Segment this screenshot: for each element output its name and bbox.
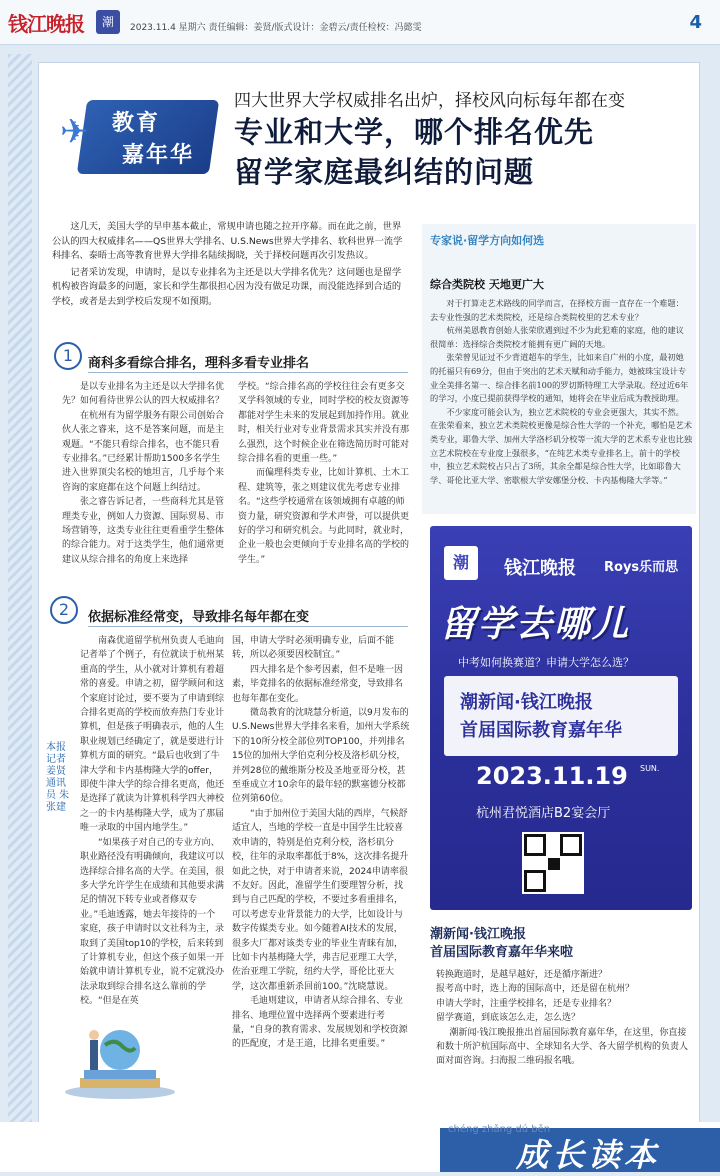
article-intro [52,220,408,311]
paragraph: “由于加州位于美国大陆的西岸，气候舒适宜人，当地的学校一直是中国学生比较喜欢申请的，特别是伯克利分校，洛杉矶分校，往年的录取率都低于8%，这次排名提升如此之快，对于申请者来说，2024申请率很不友好。因此，准留学生们要理智分析，找到与自己匹配的学校，不要过多看重排名，可以考虑专业背景能力的大学，比如设计与数字传媒类专业。如今随着AI技术的发展，很多大厂都对该类专业的毕业生青睐有加，比如卡内基梅隆大学，弗吉尼亚理工大学，佐治亚理工学院，纽约大学，哥伦比亚大学，这次都重新杀回前100。”沈晓慧说。 [232,808,409,992]
article-title-line1: 专业和大学，哪个排名优先 [234,115,595,149]
fair-heading-line2: 首届国际教育嘉年华来啦 [430,945,574,960]
section-divider [88,372,408,373]
paragraph: 南森优道留学杭州负责人毛迪向记者举了个例子，有位就读于杭州某重高的学生，从小就对计算机有着超常的喜爱。申请之初，留学顾问和这个家庭讨论过，要不要为了申请到综合排名更高的学校而放弃热门专业计算机，但是孩子明确表示，他的人生职业规划已经确定了，就是要进行计算机方面的研究。“最后也收到了牛津大学和卡内基梅隆大学的offer，即使牛津大学的综合排名更高，他还是选择了就读为计算机科学四大神校之一的卡内基梅隆大学，成为了那届唯一录取的中国内地学生。” [80,636,225,834]
fair-body [436,968,692,1069]
poster-day: SUN. [640,764,660,773]
airplane-icon: ✈ [60,112,89,152]
fair-heading [430,926,573,962]
paragraph: 是以专业排名为主还是以大学排名优先？如何看待世界公认的四大权威排名？ [62,382,225,407]
poster-band-line2: 首届国际教育嘉年华 [460,720,622,741]
roys-logo: Roys乐而思 [604,560,679,575]
fair-question: 报考高中时，选上海的国际高中，还是留在杭州？ [436,984,635,995]
qr-finder [560,834,582,856]
section2-title: 依据标准经常变，导致排名每年都在变 [88,610,310,625]
byline: 本报记者 姜贤 通讯员 朱张建 [46,742,70,813]
page-number: 4 [689,12,702,33]
section1-left-column [62,380,228,588]
badge-line2: 嘉年华 [122,143,195,168]
poster-band-line1: 潮新闻·钱江晚报 [460,692,593,713]
graduate-globe-illustration [60,1020,180,1100]
section1-title: 商科多看综合排名，理科多看专业排名 [88,356,310,371]
paragraph: 不少家度可能会认为，独立艺术院校的专业会更强大，其实不然。在张荣看来，独立艺术类院校更像是综合性大学的一个补充，哪怕是艺术类专业，耶鲁大学、加州大学洛杉矶分校等一流大学的艺术系专业也比独立艺术院校在专业度上强很多，“在纯艺术类专业排名上，前十的学校中，独立艺术院校占只占了3所，其余全都是综合性大学，比如耶鲁大学、哥伦比亚大学、密歇根大学安娜堡分校、卡内基梅隆大学等。” [430,406,693,485]
fair-question: 申请大学时，注重学校排名，还是专业排名？ [436,998,617,1009]
section-number-2: 2 [50,596,78,624]
newspaper-logo: 钱江晚报 [8,12,84,36]
paragraph: 学校。“综合排名高的学校往往会有更多交叉学科领域的专业，同时学校的校友资源等都能对学生未来的发展起到加持作用。就业时，相关行业对专业背景需求其实并没有那么强烈，这个时候企业在筛选简历时可能对综合排名看的更重一些。” [238,382,410,465]
paragraph: 张之睿告诉记者，一些商科尤其是管理类专业，例如人力资源、国际贸易、市场营销等，这类专业往往更看重学生整体的综合能力。对于这类学生，他们通常更建议从综合排名的角度上来选择 [62,497,225,565]
qr-finder [524,834,546,856]
chao-logo: 潮 [444,546,478,580]
expert-tag: 专家说·留学方向如何选 [430,234,545,247]
poster-headline: 留学去哪儿 [440,604,631,645]
qr-code[interactable] [522,832,584,894]
article-title-line2: 留学家庭最纠结的问题 [234,155,535,189]
paragraph: 在杭州有为留学服务有限公司创始合伙人张之睿来，这不是答案问题，而是主观题。“不能只看综合排名，也不能只看专业排名。”已经累计帮助1500多名学生进入世界顶尖名校的她坦言，几乎每个来咨询的家庭都在这个问题上纠结过。 [62,410,225,493]
paragraph: 张荣曾见证过不少背道超车的学生，比如来自广州的小度，最初她的托福只有69分，但由于突出的艺术天赋和动手能力，她被珠宝设计专业全美排名第一、综合排名前100的罗切斯特理工大学录取。经过近6年的学习，小度已提前获得学校的通知，她将会在毕业后成为教授助理。 [430,352,689,404]
section-divider [88,626,408,627]
fair-description: 潮新闻·钱江晚报推出首届国际教育嘉年华，在这里，你直接和数十所沪杭国际高中、全球知名大学、各大留学机构的负责人面对面咨询。扫海报二维码报名哦。 [436,1027,689,1067]
section2-right-column [232,634,410,1084]
badge-line1: 教育 [112,111,161,136]
paragraph: 国，申请大学时必须明确专业，后面不能转，所以必须要因校制宜。” [232,636,395,661]
poster-venue: 杭州君悦酒店B2宴会厅 [476,806,611,821]
section-number-1: 1 [54,342,82,370]
poster-question: 中考如何换赛道？申请大学怎么选？ [458,656,634,669]
header-meta: 2023.11.4 星期六 责任编辑：姜贤/版式设计：金碧云/责任检校：冯懿雯 [130,23,422,33]
paragraph: 对于打算走艺术路线的同学而言，在择校方面一直存在一个难题：去专业性强的艺术类院校，还是综合类院校里的艺术专业？ [430,298,684,322]
qr-center [548,858,560,870]
footer-pinyin: chéng zhǎng dú běn [448,1124,551,1135]
intro-paragraph: 这几天，美国大学的早申基本截止，常规申请也随之拉开序幕。而在此之前，世界公认的四大权威排名——QS世界大学排名、U.S.News世界大学排名、软科世界一流学科排名、泰晤士高等教育世界大学排名陆续揭晓，关于择校问题再次引发热议。 [52,221,403,261]
paragraph: 微岛教育的沈晓慧分析道，以9月发布的U.S.News世界大学排名来看，加州大学系统下的10所分校全部位列TOP100，并列排名15位的加州大学伯克利分校及洛杉矶分校，并列28位的戴维斯分校及圣地亚哥分校，甚至垂成立才10余年的最年轻的默塞德分校都位列第60位。 [232,708,410,805]
expert-heading: 综合类院校 天地更广大 [430,278,544,291]
fair-question: 转换跑道时，是越早越好，还是循序渐进？ [436,970,608,980]
chao-badge: 潮 [96,10,120,34]
decorative-stripe [8,54,32,1154]
paragraph: 四大排名是个参考因素，但不是唯一因素，毕竟排名的依据标准经常变，导致排名也每年都在变化。 [232,664,404,704]
paragraph: 杭州美恩教育创始人张荣欣遇到过不少为此犯难的家庭，他的建议很简单：选择综合类院校才能拥有更广阔的天地。 [430,325,684,349]
poster-date: 2023.11.19 [476,762,628,790]
edu-fair-badge [60,92,218,180]
section1-right-column [238,380,410,588]
fair-question: 留学赛道，到底该怎么走，怎么选？ [436,1013,581,1024]
paragraph: “如果孩子对自己的专业方向、职业路径没有明确倾向，我建议可以选择综合排名高的大学。在美国，很多大学允许学生在成绩和其他要求满足的情况下转专业或者修双专业。”毛迪透露，她去年接待的一个家庭，孩子申请时以文社科为主，录取到了美国top10的学校，后来转到了计算机专业，但这个孩子如果一开始就申请计算机专业，说不定就没办法录取到综合排名这么靠前的学校。“但是在英 [80,837,225,1007]
footer-title: 成长读本 [516,1136,661,1174]
section2-left-column [80,634,225,1007]
qr-finder [524,870,546,892]
paragraph: 毛迪则建议，申请者从综合排名、专业排名、地理位置中选择两个要素进行考量，“自身的教育需求、发展规划和学校资源的匹配度，才是王道，比排名更重要。” [232,996,408,1050]
expert-body [430,297,692,487]
page-header [0,0,720,45]
article-subtitle: 四大世界大学权威排名出炉，择校风向标每年都在变 [234,91,625,111]
fair-heading-line1: 潮新闻·钱江晚报 [430,927,526,942]
qjwb-logo: 钱江晚报 [504,558,576,579]
intro-paragraph: 记者采访发现，申请时，是以专业排名为主还是以大学排名优先？这问题也是留学机构被咨询最多的问题，家长和学生都很担心因为没有做足功课，而没能选择到合适的学校，或者是去到学校后发现不如预期。 [52,266,402,307]
paragraph: 而偏理科类专业，比如计算机、土木工程、建筑等，张之则建议优先考虑专业排名。“这些学校通常在该领域拥有卓越的师资力量，研究资源和学术声誉，可以提供更好的学习和研究机会。与此同时，就业时，企业一般也会更倾向于专业排名高的学校的学生。” [238,468,410,565]
